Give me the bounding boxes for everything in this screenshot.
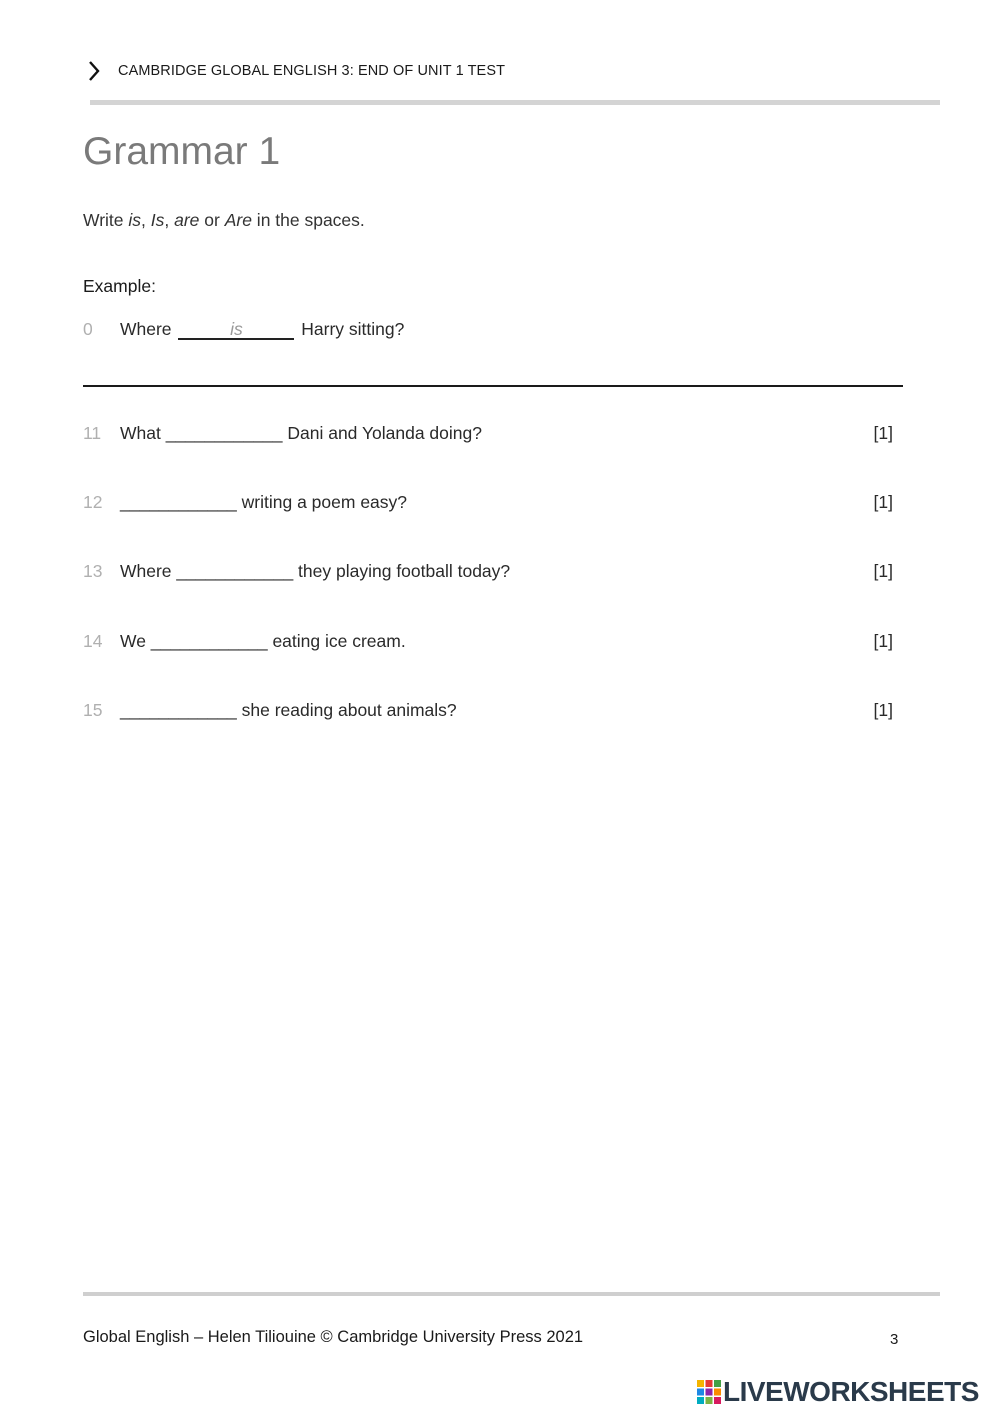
instructions-word-are: are — [174, 210, 200, 230]
example-answer: is — [178, 321, 294, 340]
question-number: 15 — [83, 700, 103, 720]
question-mark: [1] — [873, 492, 893, 512]
example-divider — [83, 385, 903, 387]
question-row-15[interactable] — [83, 700, 893, 726]
instructions-prefix: Write — [83, 210, 129, 230]
instructions-word-Are: Are — [224, 210, 252, 230]
question-mark: [1] — [873, 700, 893, 720]
question-number: 0 — [83, 319, 93, 339]
question-row-14[interactable] — [83, 631, 893, 657]
example-row — [83, 319, 893, 345]
instructions-word-is: is — [128, 210, 142, 230]
liveworksheets-logo — [697, 1376, 979, 1408]
instructions-separator: or — [199, 210, 225, 230]
question-row-13[interactable] — [83, 561, 893, 587]
question-number: 11 — [83, 423, 102, 443]
example-after: Harry sitting? — [296, 319, 405, 339]
header-title: CAMBRIDGE GLOBAL ENGLISH 3: END OF UNIT 1 TEST — [118, 63, 506, 79]
instructions-separator: , — [141, 210, 151, 230]
question-text[interactable]: Where ____________ they playing football today? — [120, 561, 511, 581]
question-number: 13 — [83, 561, 103, 581]
example-label: Example: — [83, 276, 156, 296]
question-text[interactable]: ____________ writing a poem easy? — [120, 492, 408, 512]
page-header — [88, 60, 505, 82]
question-text[interactable]: We ____________ eating ice cream. — [120, 631, 406, 651]
chevron-right-icon — [88, 60, 100, 82]
footer-credit: Global English – Helen Tiliouine © Cambridge University Press 2021 — [83, 1328, 584, 1346]
liveworksheets-text: LIVEWORKSHEETS — [723, 1376, 979, 1407]
question-row-11[interactable] — [83, 423, 893, 449]
question-number: 12 — [83, 492, 103, 512]
instructions-word-Is: Is — [150, 210, 165, 230]
question-mark: [1] — [873, 631, 893, 651]
instructions — [83, 210, 365, 231]
instructions-separator: , — [164, 210, 175, 230]
header-divider — [90, 100, 940, 105]
instructions-suffix: in the spaces. — [251, 210, 365, 230]
question-number: 14 — [83, 631, 103, 651]
example-text — [120, 319, 404, 340]
question-text[interactable]: ____________ she reading about animals? — [120, 700, 457, 720]
page-number: 3 — [890, 1331, 899, 1348]
footer-divider — [83, 1292, 940, 1296]
question-mark: [1] — [873, 561, 893, 581]
example-before: Where — [120, 319, 177, 339]
question-text[interactable]: What ____________ Dani and Yolanda doing? — [120, 423, 482, 443]
question-mark: [1] — [873, 423, 893, 443]
page-title: Grammar 1 — [83, 130, 281, 173]
question-row-12[interactable] — [83, 492, 893, 518]
liveworksheets-logo-icon — [697, 1380, 721, 1404]
